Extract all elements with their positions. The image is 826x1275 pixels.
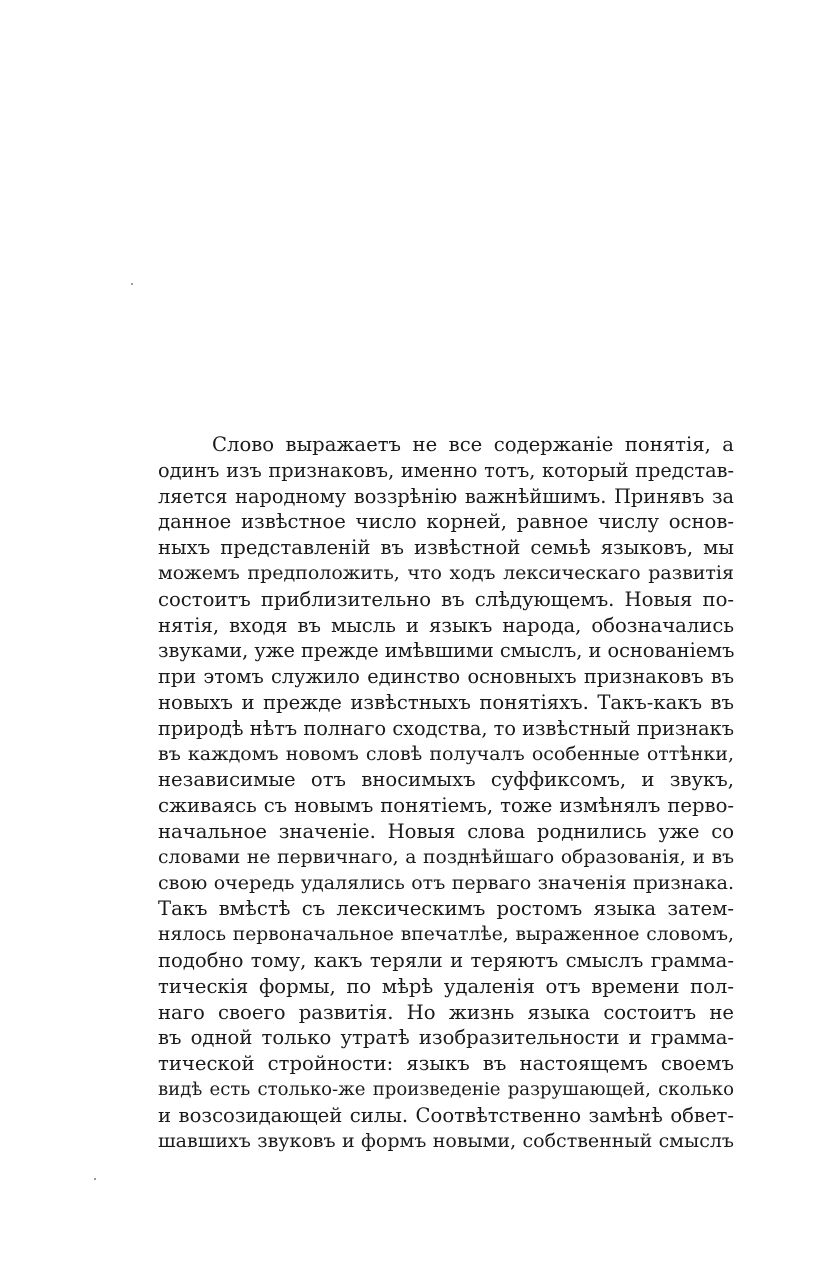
- text-line: ляется народному воззрѣнiю важнѣйшимъ. Принявъ за: [158, 484, 734, 508]
- text-line: при этомъ служило единство основныхъ признаковъ въ: [158, 665, 734, 689]
- text-line: природѣ нѣтъ полнаго сходства, то извѣстный признакъ: [158, 716, 734, 740]
- text-line: новыхъ и прежде извѣстныхъ понятiяхъ. Такъ-какъ въ: [158, 690, 734, 714]
- scan-speck: [131, 283, 133, 285]
- text-line: звуками, уже прежде имѣвшими смыслъ, и основанiемъ: [158, 639, 735, 663]
- text-line: сживаясь съ новымъ понятiемъ, тоже измѣнялъ перво-: [158, 794, 734, 818]
- text-line: нялось первоначальное впечатлѣе, выраженное словомъ,: [158, 924, 734, 946]
- text-line: Слово выражаетъ не все содержанiе понятiя, а: [212, 433, 734, 456]
- text-line: наго своего развитiя. Но жизнь языка состоитъ не: [158, 1000, 734, 1024]
- text-line: Такъ вмѣстѣ съ лексическимъ ростомъ языка затем-: [158, 897, 734, 921]
- text-line: и возсозидающей силы. Соотвѣтственно замѣнѣ обвет-: [158, 1103, 734, 1127]
- text-line: тической стройности: языкъ въ настоящемъ своемъ: [158, 1052, 734, 1076]
- text-line: состоитъ приблизительно въ слѣдующемъ. Новыя по-: [158, 587, 734, 611]
- text-line: одинъ изъ признаковъ, именно тотъ, который представ-: [158, 458, 734, 482]
- text-line: словами не первичнаго, а позднѣйшаго образованiя, и въ: [158, 846, 734, 868]
- text-line: въ одной только утратѣ изобразительности и грамма-: [158, 1026, 734, 1050]
- text-line: подобно тому, какъ теряли и теряютъ смыслъ грамма-: [158, 948, 734, 972]
- text-line: данное извѣстное число корней, равное числу основ-: [158, 510, 734, 534]
- text-line: независимые отъ вносимыхъ суффиксомъ, и звукъ,: [158, 768, 734, 792]
- text-line: свою очередь удалялись отъ перваго значенiя признака.: [158, 871, 734, 894]
- text-line: въ каждомъ новомъ словѣ получалъ особенные оттѣнки,: [158, 742, 734, 765]
- scan-speck: [94, 1178, 96, 1180]
- text-line: ныхъ представленiй въ извѣстной семьѣ языковъ, мы: [158, 536, 734, 560]
- text-line: можемъ предположить, что ходъ лексическаго развитiя: [158, 561, 734, 584]
- text-line: начальное значенiе. Новыя слова роднились уже со: [158, 819, 734, 843]
- text-line: шавшихъ звуковъ и формъ новыми, собственный смыслъ: [158, 1129, 734, 1152]
- text-line: видѣ есть столько-же произведенiе разрушающей, сколько: [158, 1078, 734, 1100]
- body-paragraph: [158, 432, 734, 1154]
- text-line: тическiя формы, по мѣрѣ удаленiя отъ времени пол-: [158, 974, 734, 998]
- text-line: нятiя, входя въ мысль и языкъ народа, обозначались: [158, 613, 734, 637]
